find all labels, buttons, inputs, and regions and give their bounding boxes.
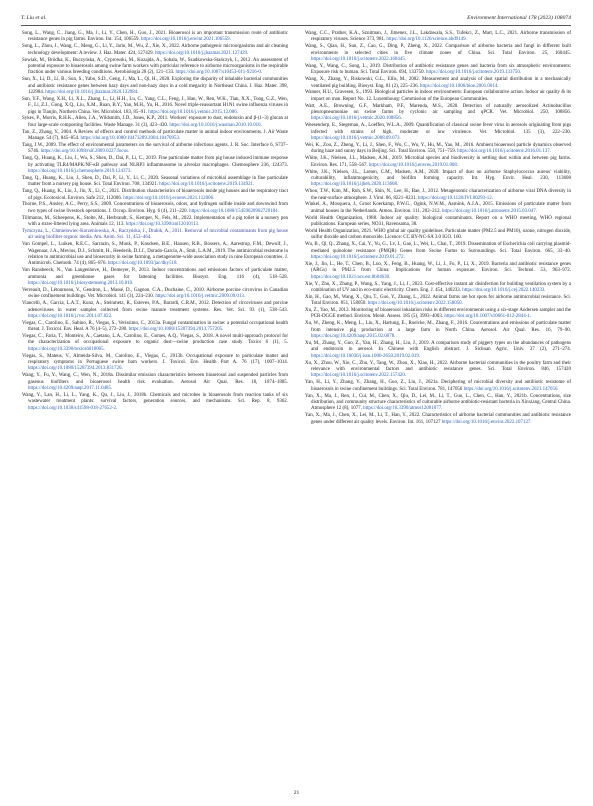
reference-entry — [305, 229, 571, 242]
reference-text: Viegas, C., Carolino, E., Sabino, R., Viegas, S., Veríssimo, C., 2013a. Fungal contamination in swine: a potential occupational health threat. J. Toxicol. Env. Heal. A 76 (4–5), 272–280. — [22, 320, 288, 333]
reference-text: Thorne, P.S., Ansley, A.C., Perry, S.S., 2009. Concentrations of bioaerosols, odors, and hydrogen sulfide inside and downwind from two types of swine livestock operations. J. Occup. Environ. Hyg. 6 (4), 211–220. — [22, 202, 288, 214]
reference-entry — [22, 268, 288, 287]
doi-link[interactable]: https://doi.org/10.1016/j.atmosenv.2015.03.047. — [442, 208, 537, 214]
reference-entry — [22, 44, 288, 57]
reference-entry — [22, 393, 288, 412]
reference-entry — [22, 130, 288, 143]
reference-entry — [305, 44, 571, 63]
reference-text: Winkel, A., Mosquera, J., Groot Koerkamp, P.W.G., Ogink, N.W.M., Aarnink, A.J.A., 2015. Emissions of particulate matter from animal houses in the Netherlands. Atmos. Environ. 111, 202–212. — [305, 202, 571, 214]
doi-link[interactable]: https://doi.org/10.1016/j.vetmic.2008.09.073. — [311, 136, 401, 142]
reference-text: Tang, Q., Huang, K., Liu, J., Jin, X., Li, C., 2021. Distribution characteristics of bioaerosols inside pig houses and the respiratory tract of pigs. Ecotoxicol. Environ. Safe 212, 112006. — [22, 189, 288, 201]
reference-text: Sykes, P., Morris, R.H.K., Allen, J.A., Wildsmith, J.D., Jones, K.P., 2011. Workers' exposure to dust, endotoxin and β-(1–3) glucan at four large-scale composting facilities. Waste Manage. 31 (3), 423–430. — [22, 116, 288, 128]
doi-link[interactable]: https://doi.org/10.1016/j.scitotenv.2016.01.137. — [457, 149, 551, 155]
doi-link[interactable]: https://doi.org/10.1016/j.vetmic.2015.12.006. — [148, 109, 238, 115]
doi-link[interactable]: https://doi.org/10.1006/bioe.2001.0014. — [420, 83, 499, 89]
reference-entry — [305, 90, 571, 103]
reference-text: Wang, Y., Wang, C., Song, L., 2019. Distribution of antibiotic resistance genes and bacteria from six atmospheric environments: Exposure risk to human. Sci. Total Environ. 694, 133750. — [305, 63, 571, 76]
reference-entry — [305, 341, 571, 360]
doi-link[interactable]: https://doi.org/10.1016/j.envint.2022.107127. — [441, 419, 532, 425]
reference-entry — [22, 58, 288, 77]
reference-entry — [22, 321, 288, 334]
reference-text: Song, L., Wang, C., Jiang, G., Ma, J., Li, Y., Chen, H., Guo, J., 2021. Bioaerosol is an important transmission route of antibiotic resistance genes in pig farms. Environ. Int. 154, 106559. — [22, 31, 288, 43]
reference-entry — [305, 321, 571, 340]
reference-entry — [22, 97, 288, 116]
doi-link[interactable]: https://doi.org/10.3390/toxics6010005. — [28, 346, 105, 352]
doi-link[interactable]: https://doi.org/10.1016/j.envint.2021.106559. — [141, 37, 231, 43]
reference-entry — [305, 156, 571, 169]
reference-entry — [22, 242, 288, 267]
doi-link[interactable]: https://doi.org/10.1016/j.vetmic.2009.09.013. — [155, 294, 246, 300]
reference-entry — [22, 354, 288, 373]
doi-link[interactable]: https://doi.org/10.1126/science.abd9149. — [386, 37, 467, 43]
doi-link[interactable]: https://doi.org/10.1016/j.scitotenv.2021.147056. — [463, 386, 559, 392]
reference-text: White, J.K., Nielsen, J.L., Madsen, A.M., 2019. Microbial species and biodiversity in settling dust within and between pig farms. Environ. Res. 171, 558–567. — [305, 156, 571, 168]
reference-entry — [305, 216, 571, 229]
reference-entry — [305, 123, 571, 142]
doi-link[interactable]: https://doi.org/10.1016/j.scitotenv.2019.01.272. — [311, 255, 405, 260]
reference-text: World Health Organization, 1988. Indoor air quality: biological contaminants. Report on a WHO meeting, WHO regional publications. European series, NO31, Ravensama, 38. — [305, 215, 571, 228]
doi-link[interactable]: https://doi.org/10.4209/aaqr.2015.02.0078. — [311, 334, 396, 340]
doi-link[interactable]: https://doi.org/10.1016/j.scitotenv.2022.160445. — [311, 56, 407, 62]
reference-text: Sowiak, M., Bródka, K., Buczyńska, A., Cyprowski, M., Kozajda, A., Sobala, W., Szadkowska-Stańczyk, I., 2012. An assessment of potential exposure to bioaerosols among swine farm workers with particular reference to airborne microorganisms in the respirable fraction under various breeding conditions. Aerobiologia 28 (2), 121–133. — [22, 57, 288, 76]
doi-link[interactable]: https://doi.org/10.1080/15287394.2013.831720. — [28, 366, 123, 372]
running-author: T. Liu et al. — [21, 15, 47, 21]
reference-text: Tang, J.W., 2009. The effect of environmental parameters on the survival of airborne infectious agents. J. R. Soc. Interface 6, S737–S746. — [22, 143, 288, 155]
doi-link[interactable]: https://doi.org/10.1016/j.biosystemseng.2013.10.010. — [28, 280, 134, 286]
reference-entry — [22, 176, 288, 189]
reference-text: Wang, S., Qian, H., Sun, Z., Cao, G., Ding, P., Zheng, X., 2022. Comparison of airborne bacteria and fungi in different built environments in selected cities in five climate zones of China. Sci. Total Environ. 25, 160445. — [305, 44, 571, 56]
doi-link[interactable]: https://doi.org/10.1128/JVI.00293-12. — [418, 195, 493, 201]
reference-text: Xu, M., Zhang, Y., Guo, Z., Yan, H., Zhang, H., Liu, J., 2019. A comparison study of piggery types on the abundances of pathogens and endotoxin in aerosol. In Chinese with English abstract. J. Sichuan Agric. Univ. 37 (2), 271–274. — [305, 341, 571, 353]
reference-text: Wang, Y., Lan, H., Li, L., Yang, K., Qu, J., Liu, J., 2018b. Chemicals and microbes in bioaerosols from reaction tanks of six wastewater treatment plants: survival factors, generation sources, and mechanisms. Sci. Rep. 8, 9362. — [22, 392, 288, 405]
reference-text: Yan, H., Li, Y., Zhang, Y., Zhang, H., Guo, Z., Liu, J., 2021a. Deciphering of microbial diversity and antibiotic resistome of bioaerosols in swine confinement buildings. Sci. Total Environ. 781, 147056 — [305, 380, 571, 392]
reference-entry — [22, 334, 288, 353]
reference-entry — [22, 216, 288, 229]
header-rule — [21, 25, 571, 26]
doi-link[interactable]: https://doi.org/10.1080/10473289.2004.10470953. — [80, 136, 181, 142]
reference-entry — [22, 156, 288, 175]
doi-link[interactable]: https://doi.org/10.1093/jac/dky518. — [107, 261, 178, 267]
reference-text: Yan, X., Ma, J., Ren, J., Cui, M., Chen, X., Qiu, D., Lei, M., Li, T., Guo, L., Chen, C., Han, Y., 2021b. Concentrations, size distribution, and community structure characteristics of culturable airborne antibiotic-resistant bacteria in Xinxiang, Central China. Atmosphere 12 (8), 1077. — [305, 393, 571, 412]
doi-link[interactable]: https://doi.org/10.1007/s10453-011-9216-0. — [175, 70, 263, 76]
doi-link[interactable]: https://doi.org/10.16036/j.issn.1000-2650.2019.02.019. — [311, 353, 421, 359]
reference-entry — [305, 31, 571, 44]
doi-link[interactable]: https://doi.org/10.4209/aaqr.2017.11.0485. — [28, 386, 113, 392]
reference-entry — [22, 189, 288, 202]
left-reference-column — [22, 31, 288, 413]
doi-link[interactable]: https://doi.org/10.1016/j.envres.2019.01.008. — [368, 162, 459, 168]
doi-link[interactable]: https://doi.org/10.1016/j.scitotenv.2022.157420. — [311, 373, 407, 379]
reference-entry — [305, 380, 571, 393]
reference-entry — [22, 301, 288, 320]
doi-link[interactable]: https://doi.org/10.1080/15459620902729184. — [189, 208, 279, 214]
reference-text: Wang, X., Zhang, Y., Riskowski, G.L., Ellis, M., 2002. Measurement and analysis of dust spatial distribution in a mechanically ventilated pig building. Biosyst. Eng. 81 (2), 225–236. — [305, 77, 571, 89]
reference-text: Xie, Y., Zhu, X., Zhang, P., Wang, S., Yang, J., Li, J., 2023. Cost-effective instant air disinfection for building ventilation system by a combination of UV and in eco-static electricity. Chem. Eng. J. 454, 140233. — [305, 281, 571, 293]
reference-text: Xu, W., Zheng, K., Meng, L., Liu, X., Hartung, E., Roelcke, M., Zhang, F., 2016. Concentrations and emissions of particulate matter from intensive pig production at a large farm in North China. Aerosol. Air Qual. Res. 16, 79–90. — [305, 321, 571, 333]
reference-entry — [305, 143, 571, 156]
reference-text: Song, L., Zhou, J., Wang, C., Meng, G., Li, Y., Jarin, M., Wu, Z., Xie, X., 2022. Airborne pathogenic microorganisms and air cleaning technology development: A review. J. Haz. Mater. 424, 127429. — [22, 44, 288, 56]
reference-text: Sun, Y.F., Wang, X.H., Li, X.L., Zhang, L., Li, H.H., Lu, C., Yang, C.L., Feng, J., Han, W., Ren, W.K., Tian, X.X., Tong, G.Z., Wen, F., Li, Z.J., Gong, X.Q., Liu, X.M., Ruan, B.Y., Yan, M.H., Yu, H., 2016. Novel triple-reassortant H1N1 swine influenza viruses in pigs in Tianjin, Northern China. Vet. Microbiol. 183, 85–91. — [22, 96, 288, 115]
reference-text: Xu, Z., Yao, M., 2013. Monitoring of bioaerosol inhalation risks in different environments using a six-stage Andersen sampler and the PCR-DGGE method. Environ. Monit. Assess. 185 (5), 3993–4003. — [305, 308, 571, 320]
reference-text: Yan, X., Ma, J., Chen, X., Lei, M., Li, T., Han, Y., 2022. Characteristics of airborne bacterial communities and antibiotic resistance genes under different air quality levels. Environ. Int. 161, 107127 — [305, 413, 571, 425]
reference-entry — [22, 229, 288, 242]
reference-entry — [305, 282, 571, 295]
reference-entry — [305, 242, 571, 261]
doi-link[interactable]: https://doi.org/10.1098/rsif.2009.0227.focus. — [40, 149, 130, 155]
doi-link[interactable]: https://doi.org/10.3390/ani12010113. — [125, 222, 200, 228]
reference-text: Xu, X., Zhou, W., Xie, C., Zhu, Y., Tang, W., Zhou, X., Xiao, H., 2022. Airborne bacterial communities in the poultry farm and their relevance with environmental factors and antibiotic resistance genes. Sci. Total Environ. 846, 157420 — [305, 360, 571, 372]
doi-link[interactable]: https://doi.org/10.1016/j.jhazmat.2021.127429. — [155, 50, 249, 56]
reference-text: Sun, X., Li, D., Li, B., Sun, S., Yabo, S.D., Geng, J., Ma, L., Qi, H., 2020. Exploring the disparity of inhalable bacterial communities and antibiotic resistance genes between hazy days and non-hazy days in a cold megacity in Northeast China. J. Haz. Mater. 398, 122984. — [22, 77, 288, 95]
reference-entry — [305, 361, 571, 380]
reference-text: Whon, T.W., Kim, M., Roh, S.W., Shin, N., Lee, H., Bae, J., 2012. Metagenomic characterization of airborne viral DNA diversity in the near-surface atmosphere. J. Virol. 86, 8221–8231. — [305, 189, 571, 201]
reference-entry — [22, 373, 288, 392]
reference-text: Wang, Y., Fu, Y., Wang, C., Wen, N., 2018a. Dissimilar emission characteristics between bioaerosol and suspended particles from gaseous biofilters and bioaerosol health risk evaluation. Aerosol Air Qual. Res. 18, 1874–1885. — [22, 373, 288, 385]
doi-link[interactable]: https://doi.org/10.1016/j.cej.2022.140233. — [462, 287, 546, 293]
page-number: 21 — [293, 790, 300, 796]
reference-text: Watt, A.E., Browning, G.F., Markham, P.F., Marenda, M.S., 2020. Detection of naturally aerosolized Actinobacillus pleuropneumoniae on swine farms by cyclonic air sampling and qPCR. Vet. Microbiol. 250, 108856. — [305, 103, 571, 116]
reference-entry — [22, 31, 288, 44]
reference-text: Tan, Z., Zhang, Y., 2004. A Review of effects and control methods of particulate matter in animal indoor environments. J. Air Waste Manage. 54 (7), 845–854. — [22, 129, 288, 142]
doi-link[interactable]: https://doi.org/10.1016/j.scitotenv.2019.134921. — [159, 182, 255, 188]
reference-text: Van Gompel, L., Luiken, R.E.C., Sarrazin, S., Munk, P., Knudsen, B.E., Hansen, R.B., Bossers, A., Aarestrup, F.M., Dewulf, J., Wagenaar, J.A., Mevius, D.J., Schmitt, H., Heederik, D.J.J., Dorado-García, A., Smit, L.A.M., 2019. The antimicrobial resistome in relation to antimicrobial use and biosecurity in swine farming, a metagenome-wide association study in nine European countries. J. Antimicrob. Chemoth. 74 (4), 865–876. — [22, 242, 288, 267]
reference-entry — [305, 394, 571, 413]
reference-text: Viegas, C., Faria, T., Monteiro, A., Caetano, L.A., Carolino, E., Gomes, A.Q., Viegas, S., 2018. A novel multi-approach protocol for the characterization of occupational exposure to organic dust—swine production case study. Toxics 6 (1), 5. — [22, 334, 288, 346]
reference-entry — [305, 262, 571, 281]
reference-entry — [305, 104, 571, 123]
reference-entry — [22, 77, 288, 96]
doi-link[interactable]: https://doi.org/10.1016/j.ecoenv.2021.112006. — [123, 195, 215, 201]
reference-text: Verreault, D., Létourneau, V., Gendron, L., Massé, D., Gagnon, C.A., Duchaine, C., 2010. Airborne porcine circovirus in Canadian swine confinement buildings. Vet. Microbiol. 141 (3), 224–230. — [22, 287, 288, 300]
reference-text: Weesendorp, E., Stegeman, A., Loeffen, W.L.A., 2009. Quantification of classical swine fever virus in aerosols originating from pigs infected with strains of high, moderate or low virulence. Vet. Microbiol. 135 (3), 222–230. — [305, 123, 571, 135]
doi-link[interactable]: https://doi.org/10.1016/j.wasman.2010.10.016. — [169, 122, 262, 128]
doi-link[interactable]: https://doi.org/10.1016/j.chemosphere.2019.124373. — [28, 168, 132, 174]
reference-text: Wanner, H.U., Gravesen, S., 1993. Biological particles in indoor environments: European collaborative action. Indoor air quality & its impact on man. Report No. 12. Luxembourg: Commission of the European Communities. — [305, 90, 571, 102]
reference-entry — [305, 202, 571, 215]
doi-link[interactable]: https://doi.org/10.1016/j.scitotenv.2022.158050. — [367, 301, 463, 307]
reference-text: Tymczyna, L., Chmielowiec-Korzeniowska, A., Raczyńska, J., Drabik, A., 2011. Removal of microbial contaminants from pig house air using biofilter organic media. Am. Anim. Sci. 11, 453–464. — [22, 229, 288, 241]
doi-link[interactable]: https://doi.org/10.1016/j.rvsc.2011.07.022. — [28, 313, 113, 319]
reference-entry — [305, 308, 571, 321]
reference-entry — [305, 77, 571, 90]
doi-link[interactable]: https://doi.org/10.1016/j.vetmic.2020.108856. — [311, 116, 402, 122]
reference-text: White, J.K., Nielsen, J.L., Larsen, C.M., Madsen, A.M., 2020. Impact of dust on airborne Staphylococcus aureus' viability, culturability, inflammogenicity, and biofilm forming capacity. Int. Hyg. Envir. Heal. 230, 113608 — [305, 169, 571, 181]
reference-text: Viegas, S., Mateus, V., Almeida-Silva, M., Carolino, E., Viegas, C., 2013b. Occupational exposure to particulate matter and respiratory symptoms in Portuguese swine barn workers. J. Toxicol. Env. Health Part A. 76 (17), 1007–1014. — [22, 353, 288, 366]
doi-link[interactable]: https://doi.org/10.1016/j.scitotenv.2019.133750. — [426, 70, 522, 76]
reference-text: Tang, Q., Huang, K., Liu, J., Wu, S., Shen, D., Dai, P., Li, C., 2019. Fine particulate matter from pig house induced immune response by activating TLR4/MAPK/NF-κB pathway and NLRP3 inflammasome in alveolar macrophages. Chemosphere 236, 124373. — [22, 156, 288, 168]
reference-text: Tang, Q., Huang, K., Liu, J., Shen, D., Dai, P., Li, Y., Li, C., 2020. Seasonal variations of microbial assemblage in fine particulate matter from a nursery pig house. Sci. Total Environ. 708, 134921. — [22, 175, 288, 188]
doi-link[interactable]: https://doi.org/10.1021/acs.est.8b04630. — [311, 274, 391, 280]
reference-entry — [305, 295, 571, 308]
doi-link[interactable]: https://doi.org/10.1007/s10661-012-2844-1. — [444, 314, 532, 320]
right-reference-column — [305, 31, 571, 426]
doi-link[interactable]: https://doi.org/10.1016/j.jhazmat.2020.122984. — [45, 89, 139, 95]
reference-text: Wu, B., Qi, Q., Zhang, X., Cai, Y., Yu, G., Lv, J., Gao, L., Wei, L., Chai, T., 2019. Dissemination of Escherichia coli carrying plasmid-mediated quinolone resistance (PMQR) Genes from Swine Farms to Surroundings. Sci. Total Environ. 665, 33–40. — [305, 242, 571, 254]
reference-entry — [305, 64, 571, 77]
doi-link[interactable]: https://doi.org/10.1080/15287394.2013.757205. — [128, 327, 224, 333]
reference-text: Tillmanns, M., Scheepens, K., Stolte, M., Herbrandt, S., Kemper, N., Fels, M., 2022. Implementation of a pig toilet in a nursery pen with a straw-littered lying area. Animals 12, 113. — [22, 215, 288, 228]
reference-text: Van Ransbeeck, N., Van Langenhove, H., Demeyer, P., 2013. Indoor concentrations and emissions factors of particulate matter, ammonia and greenhouse gases for fattening facilities. Biosyst. Eng. 116 (4), 518–528. — [22, 268, 288, 280]
reference-text: Wei, K., Zou, Z., Zheng, Y., Li, J., Shen, F., Wu, C., Wu, Y., Hu, M., Yao, M., 2016. Ambient bioaerosol particle dynamics observed during haze and sunny days in Beijing. Sci. Total Environ. 550, 751–759. — [305, 143, 571, 155]
reference-text: Viancelli, A., Garcia, L.A.T., Kunz, A., Steinmetz, R., Esteves, P.A., Barardi, C.R.M., 2012. Detection of circoviruses and porcine adenoviruses in water samples collected from swine manure treatment systems. Res. Vet. Sci. 93 (1), 538–543. — [22, 301, 288, 313]
reference-entry — [22, 116, 288, 129]
reference-text: Xie, J., Jin, L., He, T., Chen, B., Luo, X., Feng, B., Huang, W., Li, J., Fu, P., Li, X., 2019. Bacteria and antibiotic resistance genes (ARGs) in PM2.5 from China: Implications for human exposure. Environ. Sci. Technol. 53, 963–972. — [305, 261, 571, 274]
running-journal: Environment International 178 (2023) 108074 — [467, 15, 571, 21]
reference-entry — [305, 170, 571, 189]
reference-entry — [305, 413, 571, 426]
reference-entry — [22, 288, 288, 301]
reference-text: Wang, C.C., Prather, K.A., Sznitman, J., Jimenez, J.L., Lakdawala, S.S., Tufekci, Z., Marr, L.C., 2021. Airborne transmission of respiratory viruses. Science 373, 981. — [305, 31, 571, 43]
doi-link[interactable]: https://doi.org/10.1016/j.ijheh.2020.113608. — [311, 182, 399, 188]
reference-entry — [305, 189, 571, 202]
doi-link[interactable]: https://doi.org/10.3390/atmos12081077. — [363, 406, 443, 412]
reference-text: World Health Organization, 2021. WHO global air quality guidelines. Particulate matter (PM2.5 and PM10), ozone, nitrogen dioxide, sulfur dioxide and carbon monoxide. Licence: CC BY-NC-SA 3.0 IGO. 160. — [305, 229, 571, 241]
doi-link[interactable]: https://doi.org/10.1038/s41598-018-27652-2. — [28, 405, 118, 411]
reference-entry — [22, 202, 288, 215]
reference-entry — [22, 143, 288, 156]
reference-text: Xin, H., Gao, M., Wang, X., Qiu, T., Guo, Y., Zhang, L., 2022. Animal farms are hot spots for airborne antimicrobial resistance. Sci. Total Environ. 851, 158050. — [305, 294, 571, 307]
